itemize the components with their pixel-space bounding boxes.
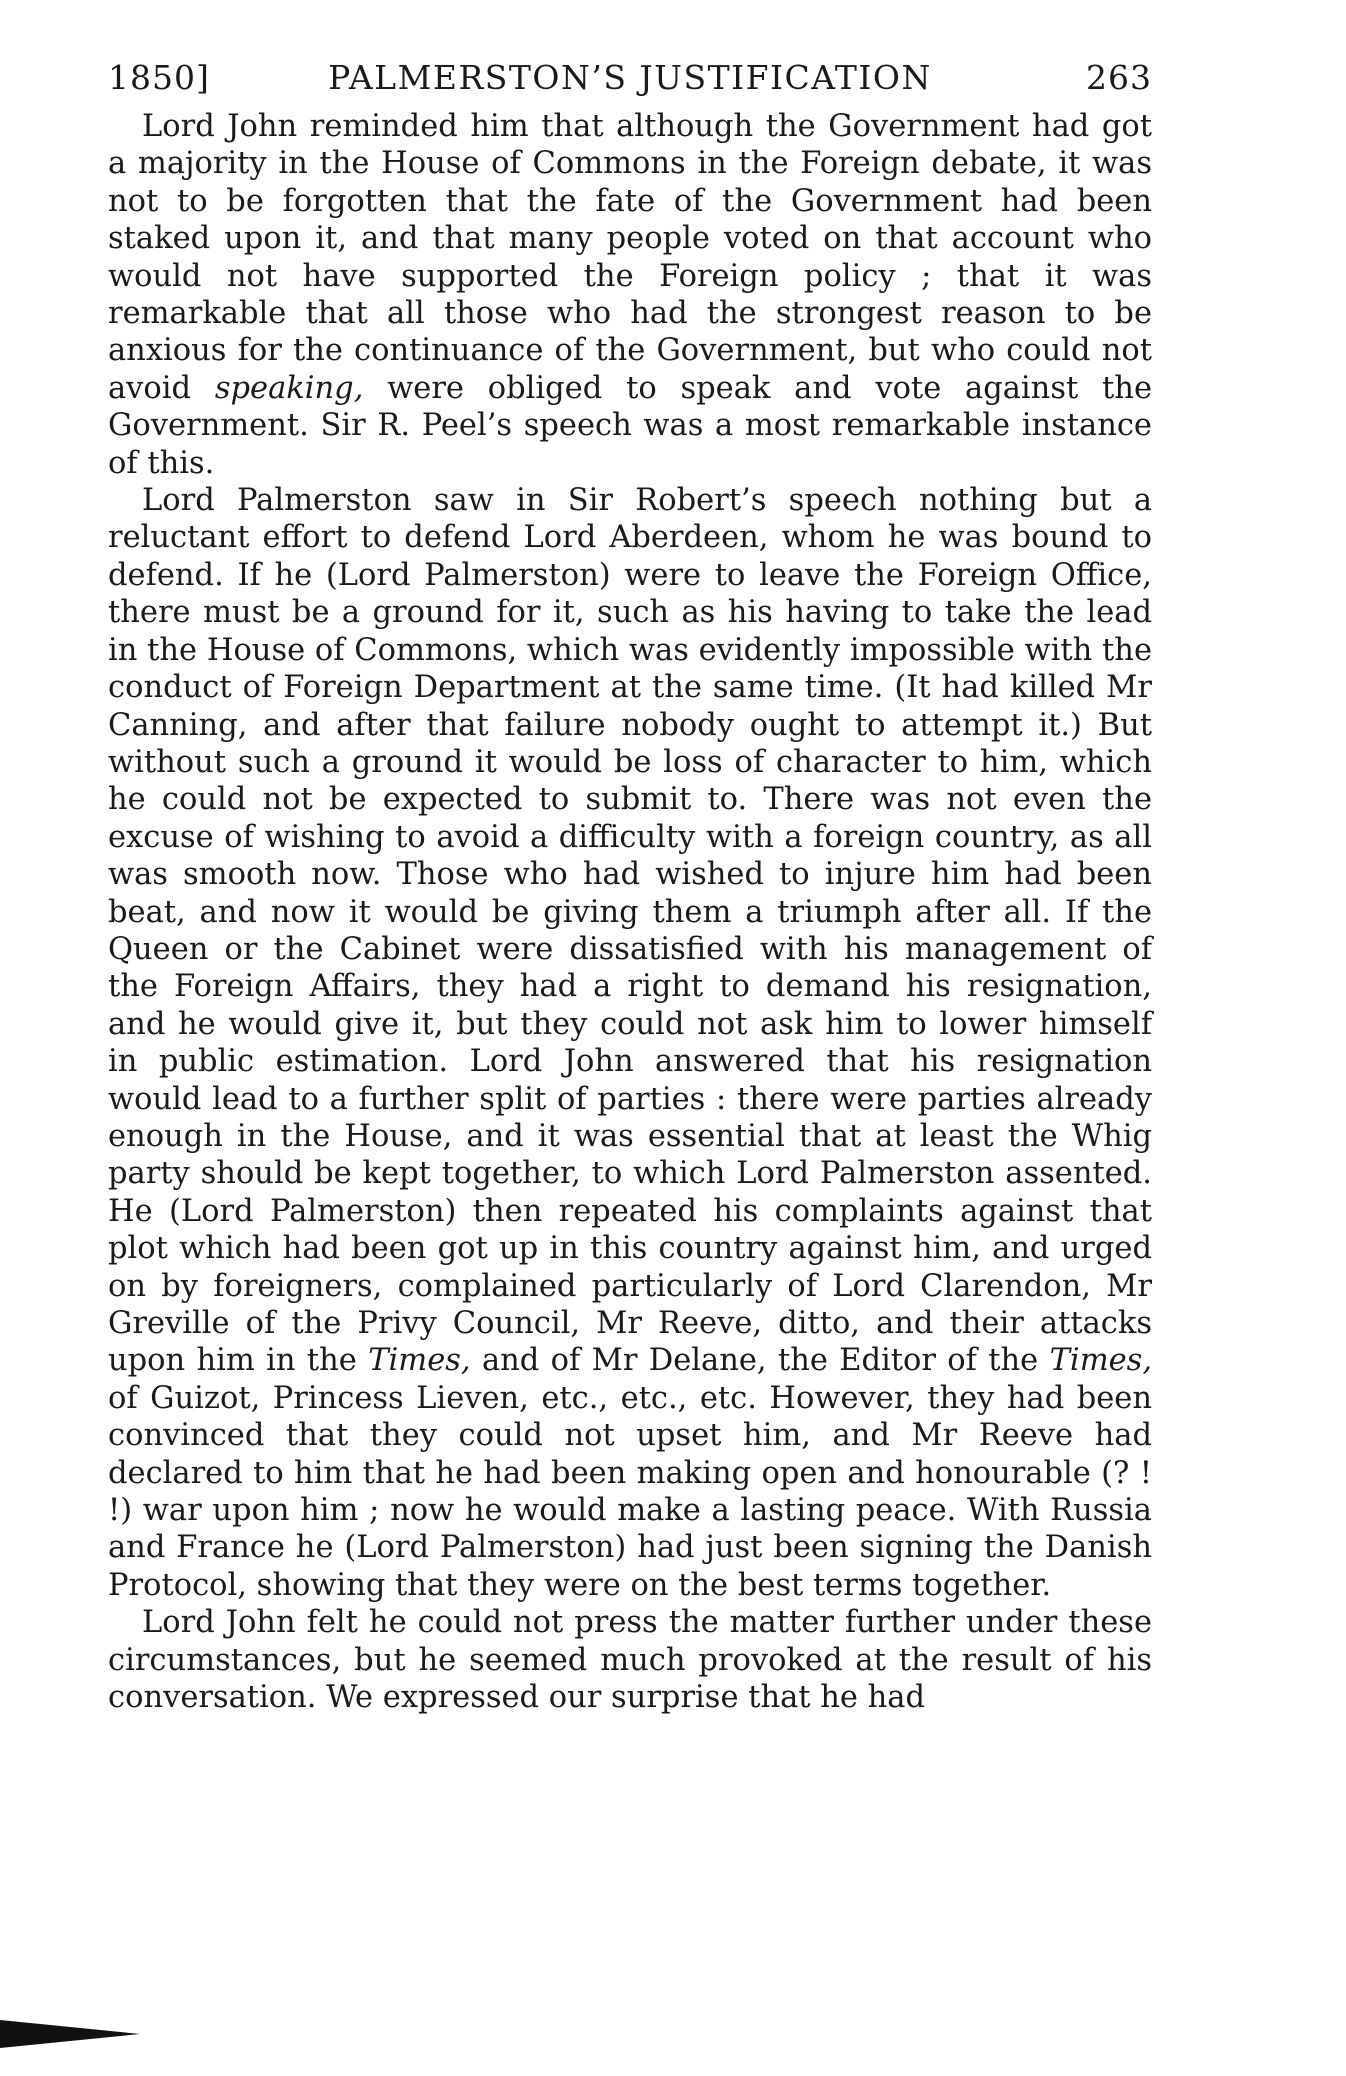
header-title: PALMERSTON’S JUSTIFICATION [328, 58, 932, 97]
paragraph-2-text-a: Lord Palmerston saw in Sir Robert’s speech nothing but a reluctant effort to defend Lord Aberdeen, whom he was bound to defend. If he (Lord Palmerston) were to leave the Foreign Office, there must be a ground for it, such as his having to take the lead in the House of Commons, which was evidently impossible with the conduct of Foreign Department at the same time. (It had killed Mr Canning, and after that failure nobody ought to attempt it.) But without such a ground it would be loss of character to him, which he could not be expected to submit to. There was not even the excuse of wishing to avoid a difficulty with a foreign country, as all was smooth now. Those who had wished to injure him had been beat, and now it would be giving them a triumph after all. If the Queen or the Cabinet were dissatisfied with his management of the Foreign Affairs, they had a right to demand his resignation, and he would give it, but they could not ask him to lower himself in public estimation. Lord John answered that his resignation would lead to a further split of parties : there were parties already enough in the House, and it was essential that at least the Whig party should be kept together, to which Lord Palmerston assented. He (Lord Palmerston) then repeated his complaints against that plot which had been got up in this country against him, and urged on by foreigners, complained particularly of Lord Clarendon, Mr Greville of the Privy Council, Mr Reeve, ditto, and their attacks upon him in the [108, 483, 1152, 1379]
paragraph-2-text-c: of Guizot, Princess Lieven, etc., etc., etc. However, they had been convinced that they could not upset him, and Mr Reeve had declared to him that he had been making open and honourable (? ! !) war upon him ; now he would make a lasting peace. With Russia and France he (Lord Palmerston) had just been signing the Danish Protocol, showing that they were on the best terms together. [108, 1380, 1152, 1603]
header-year: 1850] [108, 58, 210, 97]
paragraph-1 [108, 108, 1152, 482]
book-page [108, 56, 1152, 1716]
paragraph-3-text: Lord John felt he could not press the matter further under these circumstances, but he seemed much provoked at the result of his conversation. We expressed our surprise that he had [108, 1605, 1152, 1716]
paragraph-2-italic-1: Times, [368, 1343, 471, 1379]
paragraph-1-tail: were obliged to speak and vote against the Government. Sir R. Peel’s speech was a most remarkable instance of this. [108, 370, 1152, 481]
paragraph-1-text: Lord John reminded him that although the Government had got a majority in the House of Commons in the Foreign debate, it was not to be forgotten that the fate of the Government had been staked upon it, and that many people voted on that account who would not have supported the Foreign policy ; that it was remarkable that all those who had the strongest reason to be anxious for the continuance of the Government, but who could not avoid [108, 109, 1152, 406]
paragraph-2 [108, 482, 1152, 1604]
paragraph-2-italic-2: Times, [1049, 1343, 1153, 1379]
running-head [108, 56, 1152, 100]
page-edge-mark [0, 2020, 140, 2048]
page-number: 263 [1086, 58, 1152, 97]
paragraph-3 [108, 1604, 1152, 1716]
paragraph-1-italic: speaking, [214, 370, 364, 406]
paragraph-2-text-b: and of Mr Delane, the Editor of the [470, 1343, 1039, 1379]
